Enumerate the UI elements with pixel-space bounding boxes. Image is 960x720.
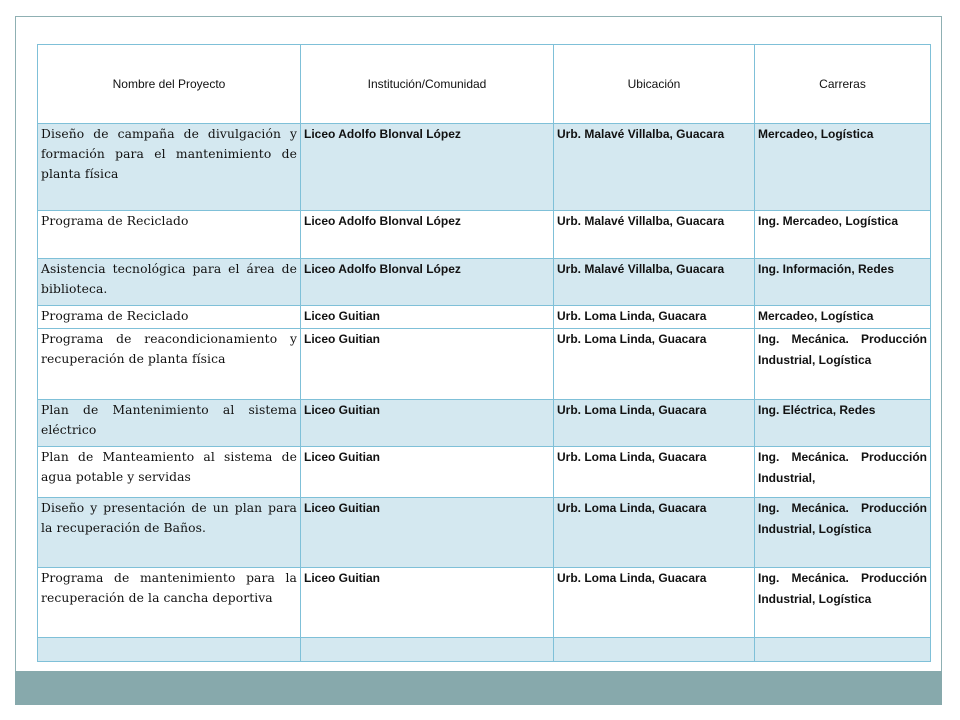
- cell-careers: Ing. Mecánica. Producción Industrial,: [755, 447, 931, 498]
- cell-careers: Mercadeo, Logística: [755, 124, 931, 211]
- header-careers: Carreras: [755, 45, 931, 124]
- header-institution: Institución/Comunidad: [301, 45, 554, 124]
- cell-location: Urb. Malavé Villalba, Guacara: [554, 211, 755, 259]
- table-row: [38, 211, 931, 259]
- cell-institution: Liceo Guitian: [301, 498, 554, 568]
- table-row: [38, 306, 931, 329]
- table-header-row: [38, 45, 931, 124]
- cell-careers: Ing. Mercadeo, Logística: [755, 211, 931, 259]
- cell-location: Urb. Loma Linda, Guacara: [554, 498, 755, 568]
- table-row: [38, 259, 931, 306]
- header-project: Nombre del Proyecto: [38, 45, 301, 124]
- cell-careers: Ing. Información, Redes: [755, 259, 931, 306]
- cell-project: Plan de Manteamiento al sistema de agua potable y servidas: [38, 447, 301, 498]
- cell-institution: Liceo Guitian: [301, 447, 554, 498]
- empty-cell: [755, 638, 931, 662]
- cell-location: Urb. Loma Linda, Guacara: [554, 306, 755, 329]
- table-row: [38, 124, 931, 211]
- table-row: [38, 498, 931, 568]
- cell-institution: Liceo Guitian: [301, 400, 554, 447]
- cell-location: Urb. Loma Linda, Guacara: [554, 568, 755, 638]
- cell-careers: Ing. Mecánica. Producción Industrial, Logística: [755, 498, 931, 568]
- cell-project: Programa de mantenimiento para la recuperación de la cancha deportiva: [38, 568, 301, 638]
- cell-institution: Liceo Guitian: [301, 306, 554, 329]
- cell-project: Plan de Mantenimiento al sistema eléctrico: [38, 400, 301, 447]
- cell-location: Urb. Loma Linda, Guacara: [554, 329, 755, 400]
- cell-location: Urb. Malavé Villalba, Guacara: [554, 124, 755, 211]
- table-row: [38, 400, 931, 447]
- cell-project: Diseño y presentación de un plan para la recuperación de Baños.: [38, 498, 301, 568]
- cell-project: Programa de Reciclado: [38, 306, 301, 329]
- table-row-empty: [38, 638, 931, 662]
- cell-project: Programa de Reciclado: [38, 211, 301, 259]
- cell-location: Urb. Malavé Villalba, Guacara: [554, 259, 755, 306]
- empty-cell: [554, 638, 755, 662]
- cell-project: Diseño de campaña de divulgación y formación para el mantenimiento de planta física: [38, 124, 301, 211]
- cell-project: Asistencia tecnológica para el área de biblioteca.: [38, 259, 301, 306]
- cell-location: Urb. Loma Linda, Guacara: [554, 447, 755, 498]
- cell-careers: Ing. Mecánica. Producción Industrial, Logística: [755, 568, 931, 638]
- cell-location: Urb. Loma Linda, Guacara: [554, 400, 755, 447]
- cell-institution: Liceo Adolfo Blonval López: [301, 211, 554, 259]
- cell-institution: Liceo Guitian: [301, 568, 554, 638]
- cell-careers: Ing. Eléctrica, Redes: [755, 400, 931, 447]
- table-row: [38, 447, 931, 498]
- empty-cell: [38, 638, 301, 662]
- cell-institution: Liceo Adolfo Blonval López: [301, 124, 554, 211]
- empty-cell: [301, 638, 554, 662]
- cell-institution: Liceo Guitian: [301, 329, 554, 400]
- footer-bar: [15, 671, 942, 705]
- header-location: Ubicación: [554, 45, 755, 124]
- cell-careers: Mercadeo, Logística: [755, 306, 931, 329]
- cell-careers: Ing. Mecánica. Producción Industrial, Logística: [755, 329, 931, 400]
- table-row: [38, 568, 931, 638]
- projects-table: [37, 44, 931, 662]
- table-row: [38, 329, 931, 400]
- cell-project: Programa de reacondicionamiento y recuperación de planta física: [38, 329, 301, 400]
- cell-institution: Liceo Adolfo Blonval López: [301, 259, 554, 306]
